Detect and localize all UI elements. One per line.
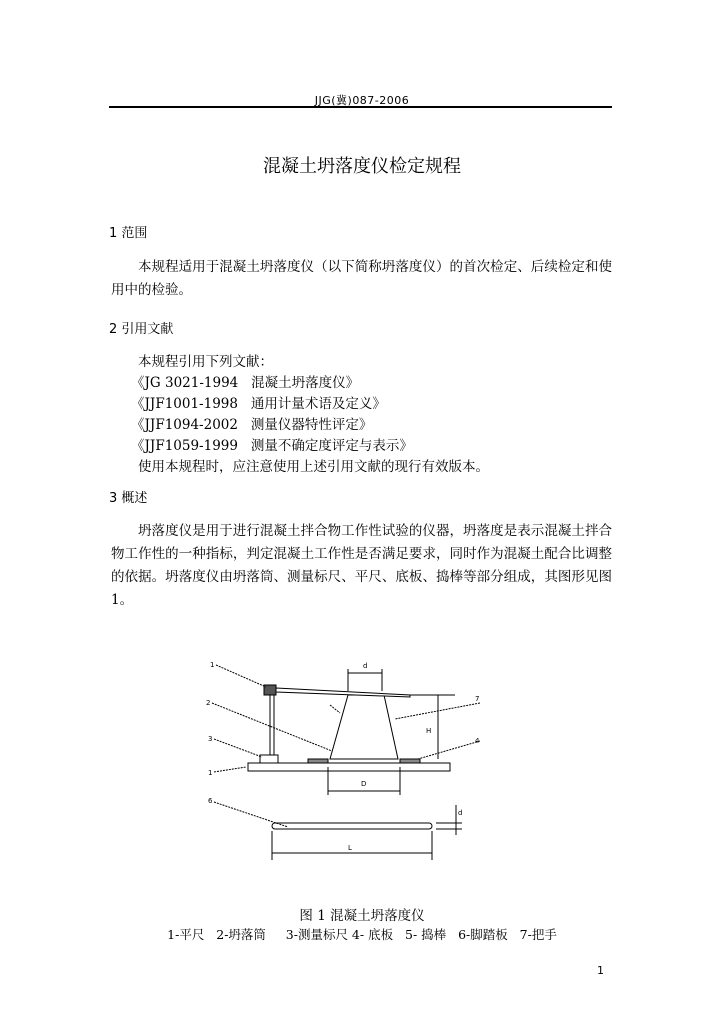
reference-item: 《JJF1094-2002 测量仪器特性评定》	[131, 417, 373, 433]
figure-label: d	[363, 662, 368, 670]
figure-label: 6	[208, 797, 213, 805]
tamping-rod	[272, 823, 432, 829]
figure-label: 7	[475, 695, 480, 703]
slump-cone	[330, 695, 398, 759]
references-intro: 本规程引用下列文献：	[138, 354, 273, 370]
reference-item: 《JJF1001-1998 通用计量术语及定义》	[131, 396, 386, 412]
section-heading-scope: 1 范围	[109, 226, 148, 241]
page-number: 1	[597, 964, 604, 977]
figure-caption: 图 1 混凝土坍落度仪	[299, 908, 425, 924]
figure-label: L	[348, 844, 352, 852]
header-rule	[109, 106, 612, 108]
stand-foot	[260, 755, 278, 763]
reference-item: 《JJF1059-1999 测量不确定度评定与表示》	[131, 438, 413, 454]
figure-label: D	[361, 780, 367, 788]
section-heading-references: 2 引用文献	[109, 322, 174, 337]
figure-label: d	[458, 809, 463, 817]
figure-legend: 1-平尺 2-坍落筒 3-测量标尺 4- 底板 5- 捣棒 6-脚踏板 7-把手	[167, 927, 557, 942]
section-heading-overview: 3 概述	[109, 491, 148, 506]
references-block	[131, 352, 489, 478]
reference-item: 《JG 3021-1994 混凝土坍落度仪》	[131, 375, 360, 391]
figure-label: 4	[475, 737, 480, 745]
slump-cone-figure	[200, 655, 480, 865]
overview-paragraph: 坍落度仪是用于进行混凝土拌合物工作性试验的仪器，坍落度是表示混凝土拌合物工作性的一种指标，判定混凝土工作性是否满足要求，同时作为混凝土配合比调整的依据。坍落度仪由坍落筒、测量标尺、平尺、底板、捣棒等部分组成，其图形见图 1。	[111, 523, 612, 608]
base-plate	[248, 763, 450, 771]
figure-label: H	[426, 727, 432, 735]
references-outro: 使用本规程时，应注意使用上述引用文献的现行有效版本。	[138, 459, 489, 475]
document-title: 混凝土坍落度仪检定规程	[263, 156, 461, 177]
figure-label: 3	[208, 735, 213, 743]
foot-pedal	[308, 759, 328, 763]
figure-label: 2	[206, 699, 211, 707]
scope-paragraph: 本规程适用于混凝土坍落度仪（以下简称坍落度仪）的首次检定、后续检定和使用中的检验。	[111, 259, 612, 298]
document-code-header: JJG(冀)087-2006	[314, 94, 410, 107]
foot-pedal	[400, 759, 420, 763]
figure-label: 1	[210, 661, 215, 669]
straightedge	[276, 688, 410, 697]
figure-label: 1	[208, 769, 213, 777]
